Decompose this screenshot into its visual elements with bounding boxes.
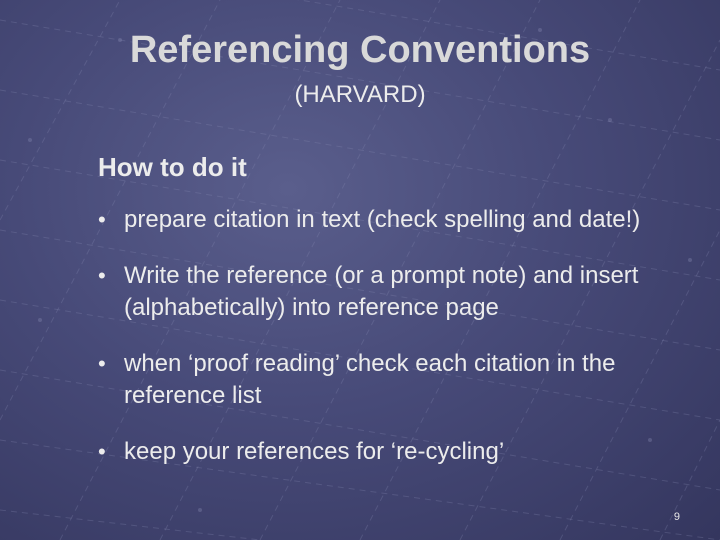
- slide-title: Referencing Conventions: [129, 29, 591, 71]
- bullet-item: [98, 436, 678, 468]
- bullet-item: [98, 260, 678, 324]
- bullet-item: [98, 204, 678, 236]
- bullet-icon: •: [98, 263, 106, 288]
- bullet-icon: •: [98, 207, 106, 232]
- bullet-icon: •: [98, 351, 106, 376]
- bullet-text: Write the reference (or a prompt note) and insert (alphabetically) into reference page: [124, 262, 639, 321]
- bullet-list: [98, 204, 678, 468]
- bullet-text: prepare citation in text (check spelling and date!): [124, 206, 641, 233]
- bullet-icon: •: [98, 439, 106, 464]
- bullet-text: keep your references for ‘re-cycling’: [124, 438, 505, 465]
- slide-subtitle: (HARVARD): [294, 81, 426, 108]
- bullet-item: [98, 348, 678, 412]
- page-number: 9: [673, 511, 680, 523]
- bullet-text: when ‘proof reading’ check each citation in the reference list: [124, 350, 616, 409]
- section-heading: How to do it: [98, 152, 247, 182]
